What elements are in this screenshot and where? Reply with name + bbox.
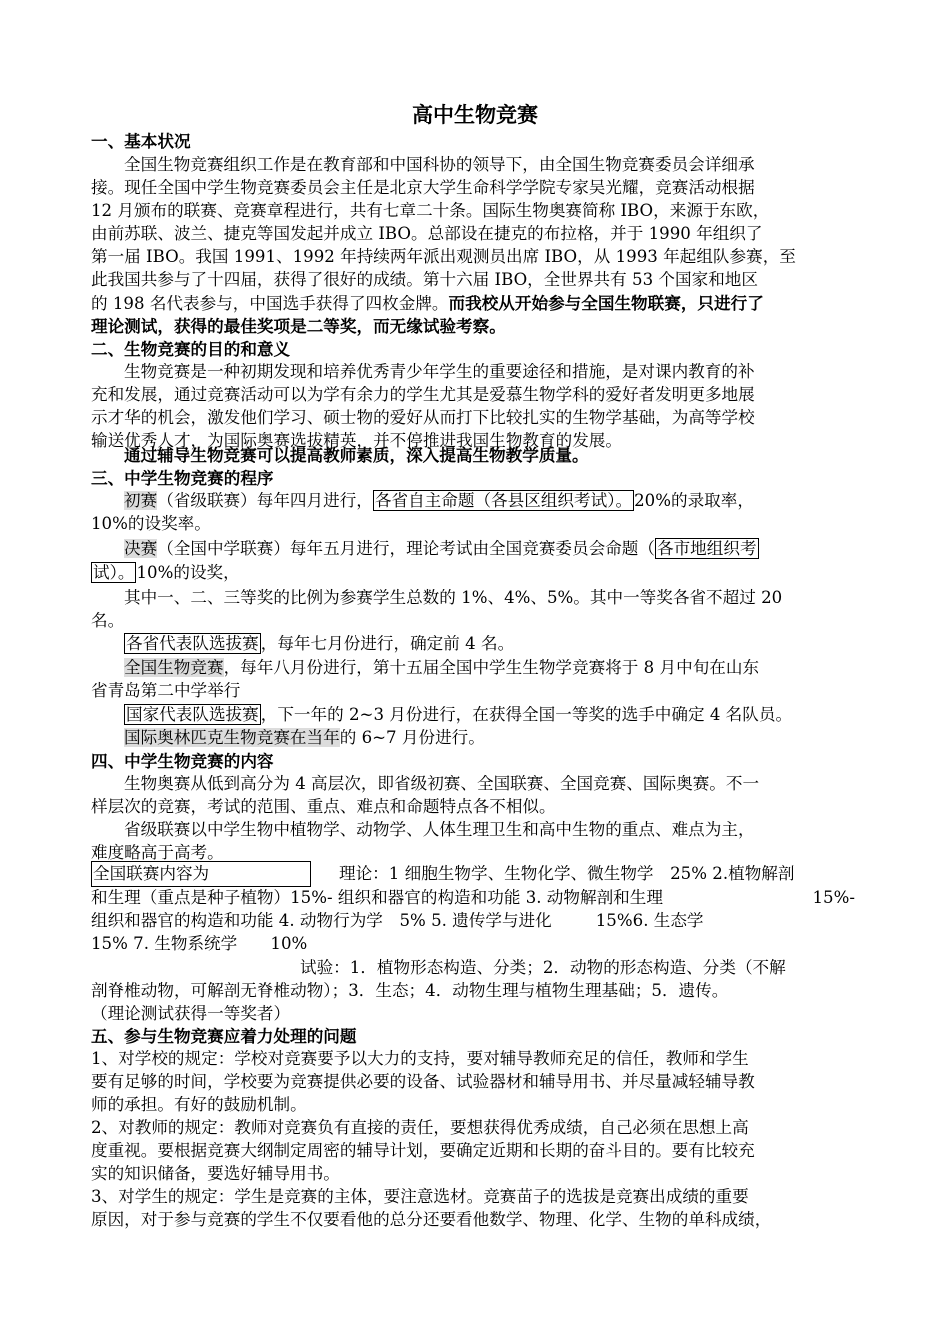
emphasis-text: 理论测试，获得的最佳奖项是二等奖，而无缘试验考察。	[91, 316, 506, 336]
section-heading-purpose: 二、生物竞赛的目的和意义	[91, 339, 291, 359]
paragraph-line: 15% 7. 生物系统学 10%	[91, 934, 308, 953]
paragraph-line: 剖脊椎动物，可解剖无脊椎动物）；3．生态；4．动物生理与植物生理基础；5．遗传。	[91, 981, 729, 1000]
paragraph-line: 的 198 名代表参与，中国选手获得了四枚金牌。而我校从开始参与全国生物联赛，只进行了	[91, 293, 764, 313]
paragraph-line: 生物奥赛从低到高分为 4 高层次，即省级初赛、全国联赛、全国竞赛、国际奥赛。不一	[124, 774, 760, 793]
paragraph-line: 初赛（省级联赛）每年四月进行， 各省自主命题（各县区组织考试）。 20%的录取率，	[124, 491, 754, 510]
boxed-term: 国家代表队选拔赛	[126, 705, 259, 724]
highlighted-term: 全国生物竞赛	[124, 658, 224, 677]
highlighted-term: 决赛	[124, 539, 158, 558]
paragraph-line: 输送优秀人才，为国际奥赛选拔精英，并不停推进我国生物教育的发展。	[91, 431, 622, 450]
boxed-term: 全国联赛内容为	[91, 861, 311, 887]
paragraph-line: 国际奥林匹克生物竞赛在当年的 6~7 月份进行。	[124, 728, 485, 747]
paragraph-line: 10%的设奖率。	[91, 514, 211, 533]
paragraph-line: 决赛（全国中学联赛）每年五月进行，理论考试由全国竞赛委员会命题（ 各市地组织考	[124, 539, 757, 558]
paragraph-line: 师的承担。有好的鼓励机制。	[91, 1095, 307, 1114]
paragraph-line: 国家代表队选拔赛 ，下一年的 2~3 月份进行，在获得全国一等奖的选手中确定 4 名队员。	[126, 705, 793, 724]
paragraph-line: 名。	[91, 611, 125, 630]
boxed-term: 各省代表队选拔赛	[126, 634, 259, 653]
document-title: 高中生物竞赛	[412, 102, 538, 127]
paragraph-line: 3、对学生的规定：学生是竞赛的主体，要注意选材。竞赛苗子的选拔是竞赛出成绩的重要	[91, 1187, 749, 1206]
paragraph-line: 难度略高于高考。	[91, 843, 224, 862]
section-heading-basic-situation: 一、基本状况	[91, 131, 191, 151]
paragraph-line: 全国生物竞赛，每年八月份进行，第十五届全国中学生生物学竞赛将于 8 月中旬在山东	[124, 658, 760, 677]
paragraph-line: 各省代表队选拔赛 ，每年七月份进行，确定前 4 名。	[126, 634, 515, 653]
emphasis-text: 而我校从开始参与全国生物联赛，只进行了	[448, 293, 764, 313]
paragraph-line: 其中一、二、三等奖的比例为参赛学生总数的 1%、4%、5%。其中一等奖各省不超过 20	[124, 588, 783, 607]
paragraph-line: 样层次的竞赛，考试的范围、重点、难点和命题特点各不相似。	[91, 797, 556, 816]
section-heading-issues: 五、参与生物竞赛应着力处理的问题	[91, 1026, 357, 1046]
paragraph-line: 示才华的机会，激发他们学习、硕士物的爱好从而打下比较扎实的生物学基础，为高等学校	[91, 408, 755, 427]
paragraph-line: 试验：1．植物形态构造、分类；2．动物的形态构造、分类（不解	[300, 958, 786, 977]
paragraph-line: 要有足够的时间，学校要为竞赛提供必要的设备、试验器材和辅导用书、并尽量减轻辅导教	[91, 1072, 755, 1091]
paragraph-line: 1、对学校的规定：学校对竞赛要予以大力的支持，要对辅导教师充足的信任，教师和学生	[91, 1049, 749, 1068]
paragraph-line: 省级联赛以中学生物中植物学、动物学、人体生理卫生和高中生物的重点、难点为主，	[124, 820, 755, 839]
paragraph-line: 此我国共参与了十四届，获得了很好的成绩。第十六届 IBO，全世界共有 53 个国家和地区	[91, 270, 758, 289]
paragraph-line: 组织和器官的构造和功能 4. 动物行为学 5% 5. 遗传学与进化 15%6. 生态学	[91, 911, 704, 930]
boxed-term: 各市地组织考	[657, 539, 757, 558]
paragraph-line: 生物竞赛是一种初期发现和培养优秀青少年学生的重要途径和措施，是对课内教育的补	[124, 362, 755, 381]
paragraph-line: 全国生物竞赛组织工作是在教育部和中国科协的领导下，由全国生物竞赛委员会详细承	[124, 155, 755, 174]
paragraph-line: 省青岛第二中学举行	[91, 681, 241, 700]
boxed-term: 各省自主命题（各县区组织考试）。	[374, 491, 633, 510]
paragraph-line: 由前苏联、波兰、捷克等国发起并成立 IBO。总部设在捷克的布拉格，并于 1990 年组织了	[91, 224, 763, 243]
highlighted-term: 国际奥林匹克生物竞赛在当年	[124, 728, 340, 747]
paragraph-line: 全国联赛内容为 理论：1 细胞生物学、生物化学、微生物学 25% 2.植物解剖	[91, 861, 794, 887]
paragraph-line: 实的知识储备，要选好辅导用书。	[91, 1164, 340, 1183]
paragraph-line: 试）。 10%的设奖，	[93, 563, 240, 582]
emphasis-text: 通过辅导生物竞赛可以提高教师素质，深入提高生物教学质量。	[124, 445, 589, 465]
paragraph-line: 度重视。要根据竞赛大纲制定周密的辅导计划，要确定近期和长期的奋斗目的。要有比较充	[91, 1141, 755, 1160]
boxed-term: 试）。	[93, 563, 135, 582]
section-heading-procedure: 三、中学生物竞赛的程序	[91, 468, 274, 488]
paragraph-line: 12 月颁布的联赛、竞赛章程进行，共有七章二十条。国际生物奥赛简称 IBO，来源于东欧，	[91, 201, 770, 220]
paragraph-line: 原因，对于参与竞赛的学生不仅要看他的总分还要看他数学、物理、化学、生物的单科成绩，	[91, 1210, 772, 1229]
paragraph-line: 和生理（重点是种子植物）15%- 组织和器官的构造和功能 3. 动物解剖和生理 15%-	[91, 888, 855, 907]
paragraph-line: 2、对教师的规定：教师对竞赛负有直接的责任，要想获得优秀成绩，自己必须在思想上高	[91, 1118, 749, 1137]
section-heading-content: 四、中学生物竞赛的内容	[91, 751, 274, 771]
highlighted-term: 初赛	[124, 491, 158, 510]
paragraph-line: 第一届 IBO。我国 1991、1992 年持续两年派出观测员出席 IBO，从 1993 年起组队参赛，至	[91, 247, 796, 266]
paragraph-line: （理论测试获得一等奖者）	[91, 1004, 291, 1023]
paragraph-line: 充和发展，通过竞赛活动可以为学有余力的学生尤其是爱慕生物学科的爱好者发明更多地展	[91, 385, 755, 404]
paragraph-line: 接。现任全国中学生物竞赛委员会主任是北京大学生命科学学院专家吴光耀，竞赛活动根据	[91, 178, 755, 197]
